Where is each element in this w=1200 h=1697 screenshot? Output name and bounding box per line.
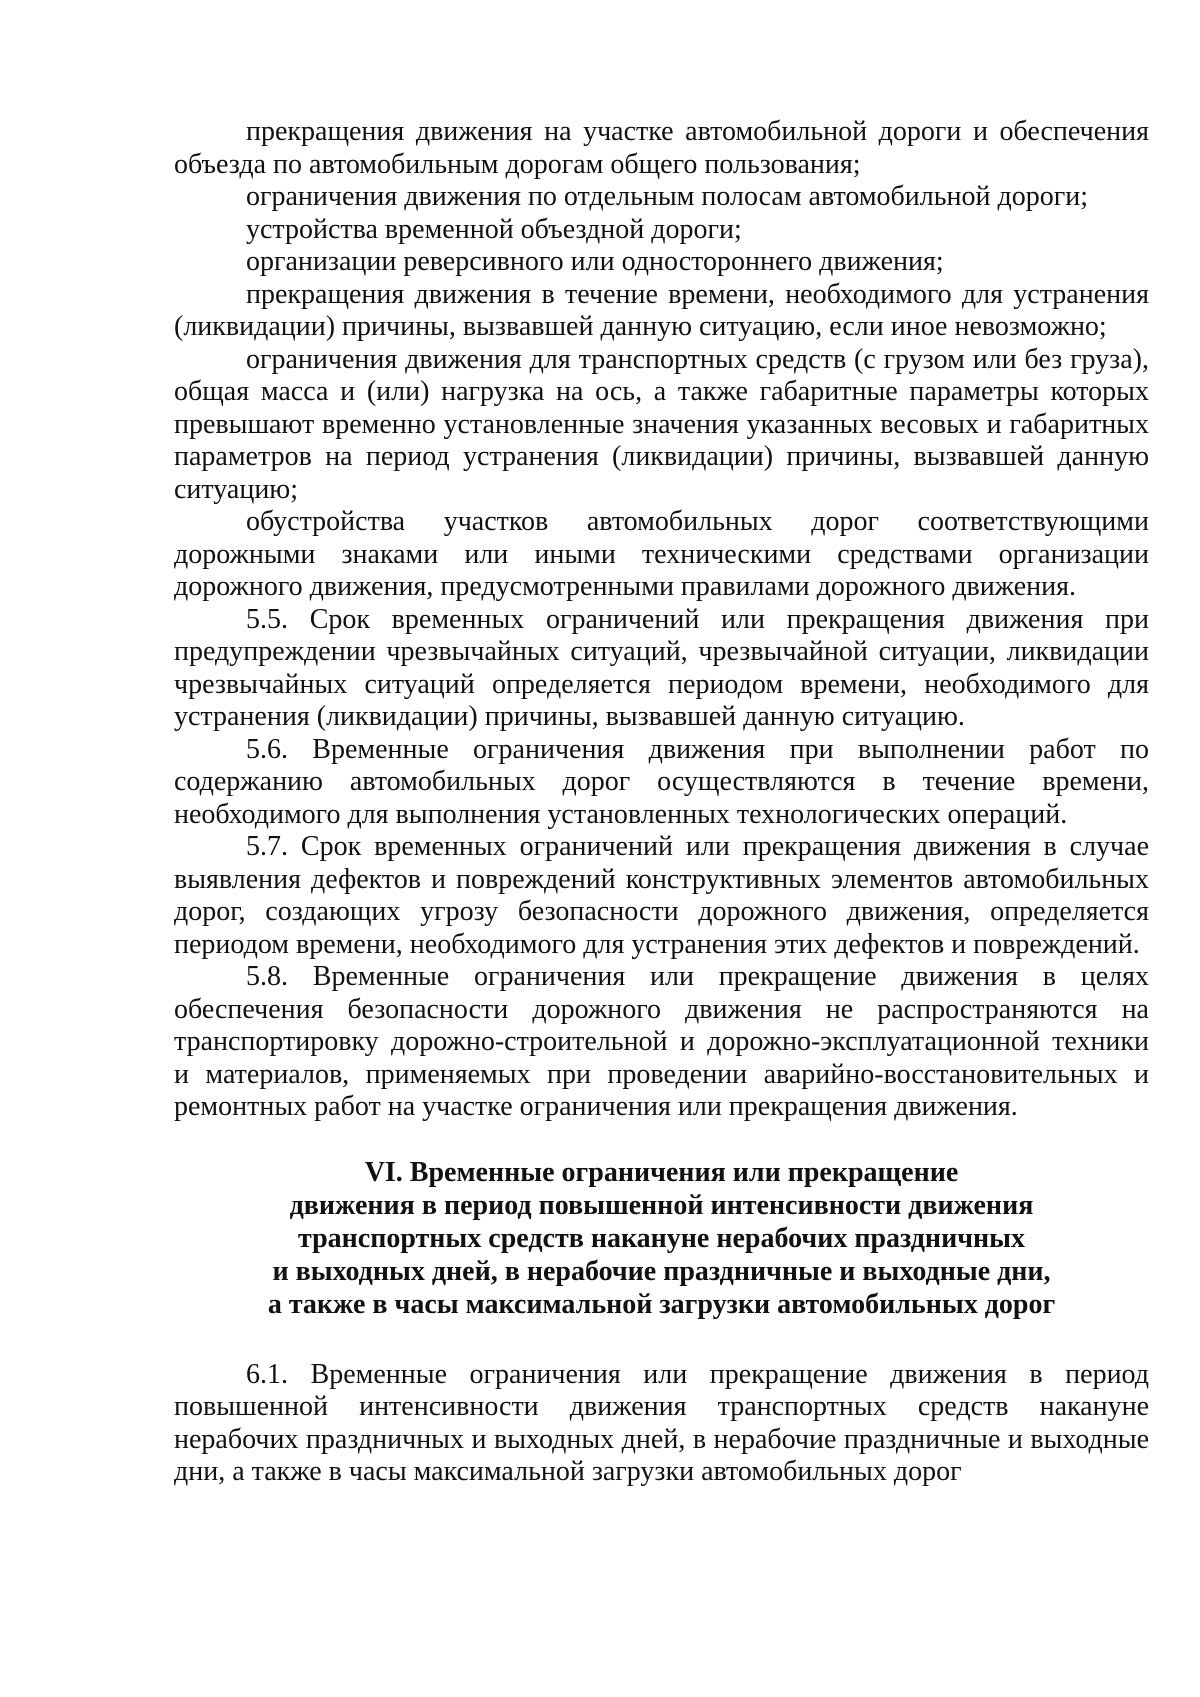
section-heading-line: и выходных дней, в нерабочие праздничные и выходные дни, xyxy=(272,1255,1051,1287)
paragraph-temporary-bypass: устройства временной объездной дороги; xyxy=(246,213,742,245)
section-heading-vi xyxy=(174,1156,1149,1321)
paragraph-lane-restriction: ограничения движения по отдельным полосам автомобильной дороги; xyxy=(246,181,1088,212)
paragraph-6-1: 6.1. Временные ограничения или прекращение движения в период повышенной интенсивности движения транспортных средств накануне нерабочих праздничных и выходных дней, в нерабочие праздничные и выходные дни, а также в часы максимальной загрузки автомобильных дорог xyxy=(174,1358,1149,1487)
paragraph-5-8: 5.8. Временные ограничения или прекращение движения в целях обеспечения безопасности дорожного движения не распространяются на транспортировку дорожно-строительной и дорожно-эксплуатационной техники и материалов, применяемых при проведении аварийно-восстановительных и ремонтных работ на участке ограничения или прекращения движения. xyxy=(174,961,1149,1122)
paragraph-road-closure-detour: прекращения движения на участке автомобильной дороги и обеспечения объезда по автомобильным дорогам общего пользования; xyxy=(174,116,1149,180)
paragraph-reversible-traffic: организации реверсивного или одностороннего движения; xyxy=(246,246,944,277)
paragraph-5-7: 5.7. Срок временных ограничений или прекращения движения в случае выявления дефектов и повреждений конструктивных элементов автомобильных дорог, создающих угрозу безопасности дорожного движения, определяется периодом времени, необходимого для устранения этих дефектов и повреждений. xyxy=(174,831,1149,960)
paragraph-5-6: 5.6. Временные ограничения движения при выполнении работ по содержанию автомобильных дорог осуществляются в течение времени, необходимого для выполнения установленных технологических операций. xyxy=(174,733,1149,830)
paragraph-5-5: 5.5. Срок временных ограничений или прекращения движения при предупреждении чрезвычайных ситуаций, чрезвычайной ситуации, ликвидации чрезвычайных ситуаций определяется периодом времени, необходимого для устранения (ликвидации) причины, вызвавшей данную ситуацию. xyxy=(174,603,1149,732)
document-body xyxy=(174,116,1149,1489)
section-heading-line: движения в период повышенной интенсивности движения xyxy=(289,1189,1034,1221)
paragraph-temporary-stop: прекращения движения в течение времени, необходимого для устранения (ликвидации) причины, вызвавшей данную ситуацию, если иное невозможно; xyxy=(174,278,1149,342)
section-heading-line: а также в часы максимальной загрузки автомобильных дорог xyxy=(267,1288,1056,1320)
section-heading-line: VI. Временные ограничения или прекращение xyxy=(364,1156,959,1188)
section-heading-line: транспортных средств накануне нерабочих праздничных xyxy=(297,1222,1025,1254)
paragraph-weight-restriction: ограничения движения для транспортных средств (с грузом или без груза), общая масса и (или) нагрузка на ось, а также габаритные параметры которых превышают временно установленные значения указанных весовых и габаритных параметров на период устранения (ликвидации) причины, вызвавшей данную ситуацию; xyxy=(174,343,1149,505)
paragraph-road-signs: обустройства участков автомобильных дорог соответствующими дорожными знаками или иными техническими средствами организации дорожного движения, предусмотренными правилами дорожного движения. xyxy=(174,506,1149,602)
